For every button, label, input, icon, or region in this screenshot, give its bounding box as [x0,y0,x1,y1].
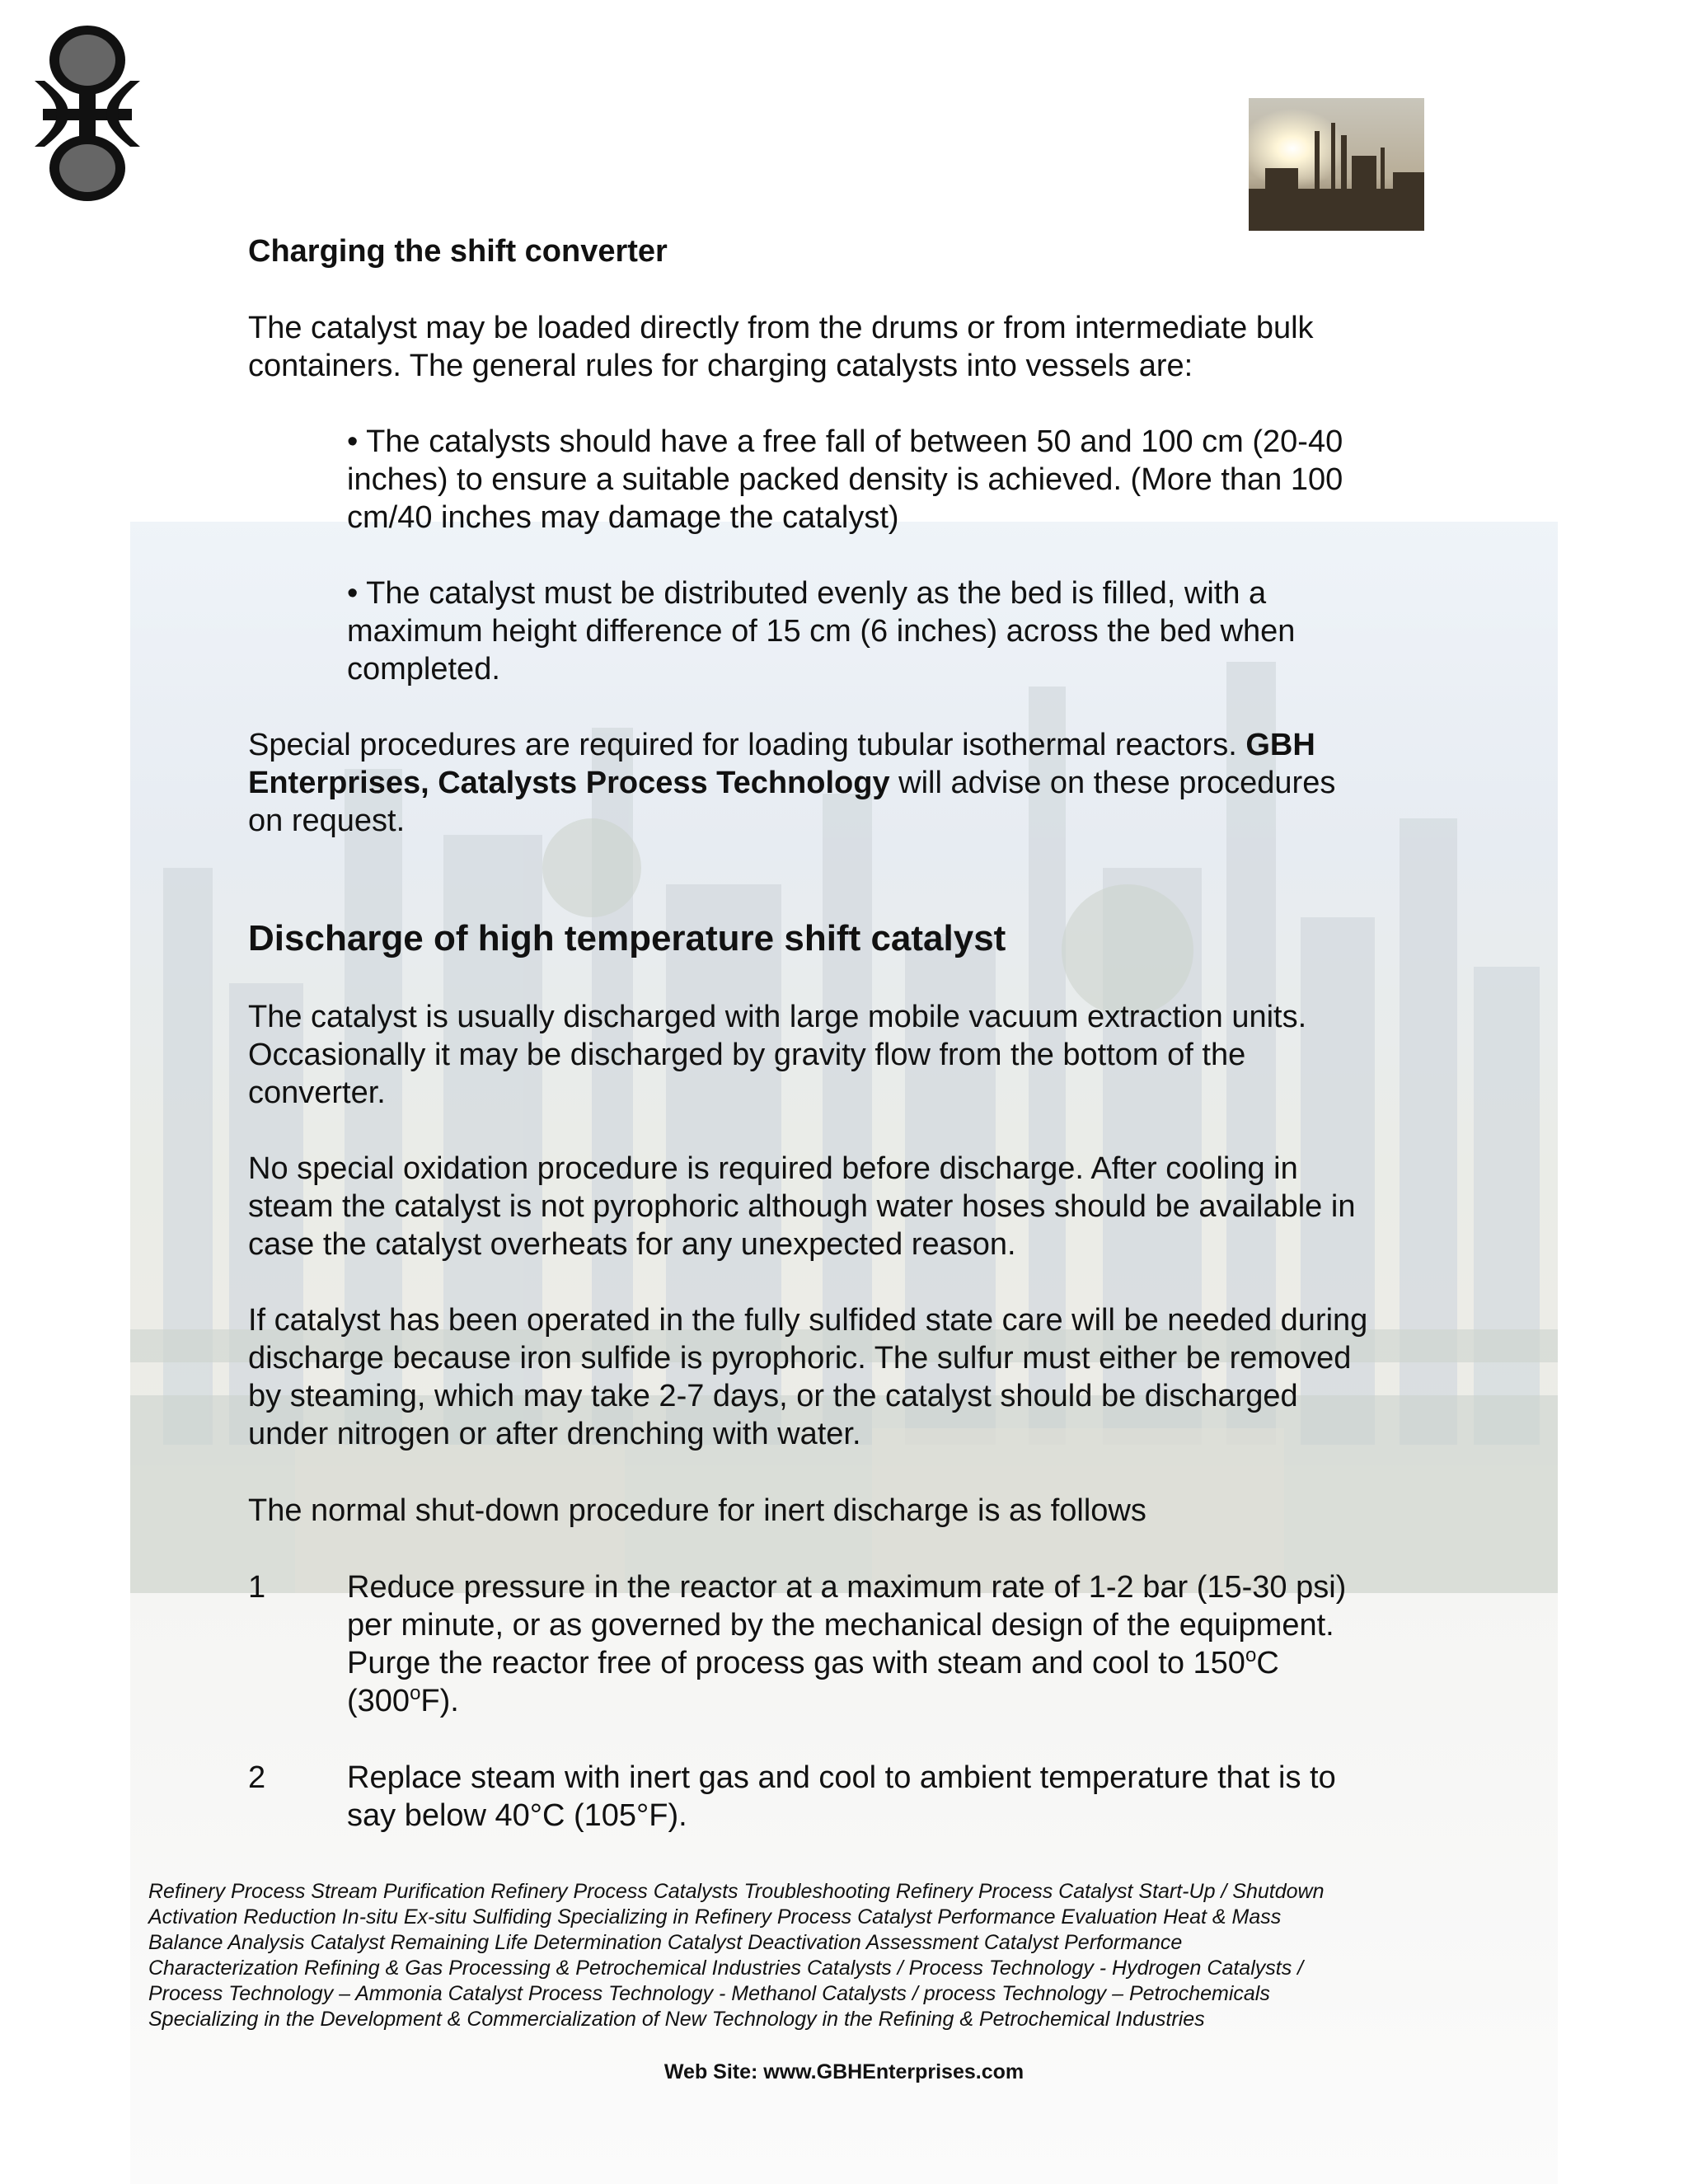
discharge-3-line-2: discharge because iron sulfide is pyrophoric. The sulfur must either be removed [248,1341,1352,1376]
special-line-1 [248,726,1315,764]
special-line-2-text: will advise on these procedures [898,766,1336,800]
footer-line: Refinery Process Stream Purification Refinery Process Catalysts Troubleshooting Refinery Process Catalyst Start-Up / Shutdown [148,1880,1325,1903]
step-1-line-4-text: (300 [347,1684,410,1718]
intro-line-2: containers. The general rules for charging catalysts into vessels are: [248,349,1193,383]
discharge-3-line-4: under nitrogen or after drenching with water. [248,1417,861,1451]
step-1-line-3-unit: C [1256,1646,1279,1680]
website-link[interactable]: Web Site: www.GBHEnterprises.com [663,2060,1025,2083]
discharge-2-line-2: steam the catalyst is not pyrophoric although water hoses should be available in [248,1189,1356,1224]
bullet-2-line-2: maximum height difference of 15 cm (6 inches) across the bed when [347,614,1296,649]
discharge-1-line-2: Occasionally it may be discharged by gravity flow from the bottom of the [248,1038,1246,1072]
refinery-sunset-photo [1249,98,1424,231]
special-line-2 [248,764,1335,802]
discharge-3-line-3: by steaming, which may take 2-7 days, or the catalyst should be discharged [248,1379,1298,1413]
special-line-3: on request. [248,804,406,838]
special-company-name-part-2: Enterprises, Catalysts Process Technology [248,766,890,800]
bullet-2-line-3: completed. [347,652,500,687]
heading-charging: Charging the shift converter [248,234,668,269]
bullet-2-line-1: • The catalyst must be distributed evenly as the bed is filled, with a [347,576,1267,611]
step-1-line-1: Reduce pressure in the reactor at a maximum rate of 1-2 bar (15-30 psi) [347,1570,1347,1605]
footer-line: Characterization Refining & Gas Processing & Petrochemical Industries Catalysts / Process Technology - Hydrogen Catalysts / [148,1957,1304,1980]
step-2-number: 2 [248,1760,266,1795]
discharge-1-line-1: The catalyst is usually discharged with large mobile vacuum extraction units. [248,1000,1307,1034]
footer-services-list [148,1879,1434,2032]
footer-line: Activation Reduction In-situ Ex-situ Sulfiding Specializing in Refinery Process Catalyst Performance Evaluation Heat & Mass [148,1905,1282,1929]
footer-line: Process Technology – Ammonia Catalyst Process Technology - Methanol Catalysts / process Technology – Petrochemicals [148,1982,1270,2005]
step-1-line-4-unit: F). [420,1684,459,1718]
discharge-3-line-1: If catalyst has been operated in the fully sulfided state care will be needed during [248,1303,1368,1338]
step-2-line-1: Replace steam with inert gas and cool to ambient temperature that is to [347,1760,1336,1795]
step-1-line-3 [347,1644,1279,1682]
step-1-number: 1 [248,1570,266,1605]
discharge-1-line-3: converter. [248,1076,386,1110]
special-line-1-text: Special procedures are required for loading tubular isothermal reactors. [248,728,1237,762]
degree-superscript: o [1245,1644,1257,1666]
footer-line: Specializing in the Development & Commercialization of New Technology in the Refining & Petrochemical Industries [148,2008,1205,2031]
discharge-2-line-1: No special oxidation procedure is required before discharge. After cooling in [248,1151,1298,1186]
step-2-line-2: say below 40°C (105°F). [347,1798,687,1833]
footer-line: Balance Analysis Catalyst Remaining Life Determination Catalyst Deactivation Assessment Catalyst Performance [148,1931,1183,1954]
step-1-line-4 [347,1682,459,1720]
heading-discharge: Discharge of high temperature shift catalyst [248,918,1006,958]
company-logo [26,23,148,203]
intro-line-1: The catalyst may be loaded directly from the drums or from intermediate bulk [248,311,1314,345]
degree-superscript: o [410,1682,421,1704]
shutdown-intro: The normal shut-down procedure for inert discharge is as follows [248,1493,1146,1528]
step-1-line-2: per minute, or as governed by the mechanical design of the equipment. [347,1608,1334,1643]
special-company-name-part-1: GBH [1245,728,1315,762]
discharge-2-line-3: case the catalyst overheats for any unexpected reason. [248,1227,1016,1262]
bullet-1-line-1: • The catalysts should have a free fall of between 50 and 100 cm (20-40 [347,424,1343,459]
bullet-1-line-3: cm/40 inches may damage the catalyst) [347,500,899,535]
step-1-line-3-text: Purge the reactor free of process gas with steam and cool to 150 [347,1646,1245,1680]
bullet-1-line-2: inches) to ensure a suitable packed density is achieved. (More than 100 [347,462,1343,497]
